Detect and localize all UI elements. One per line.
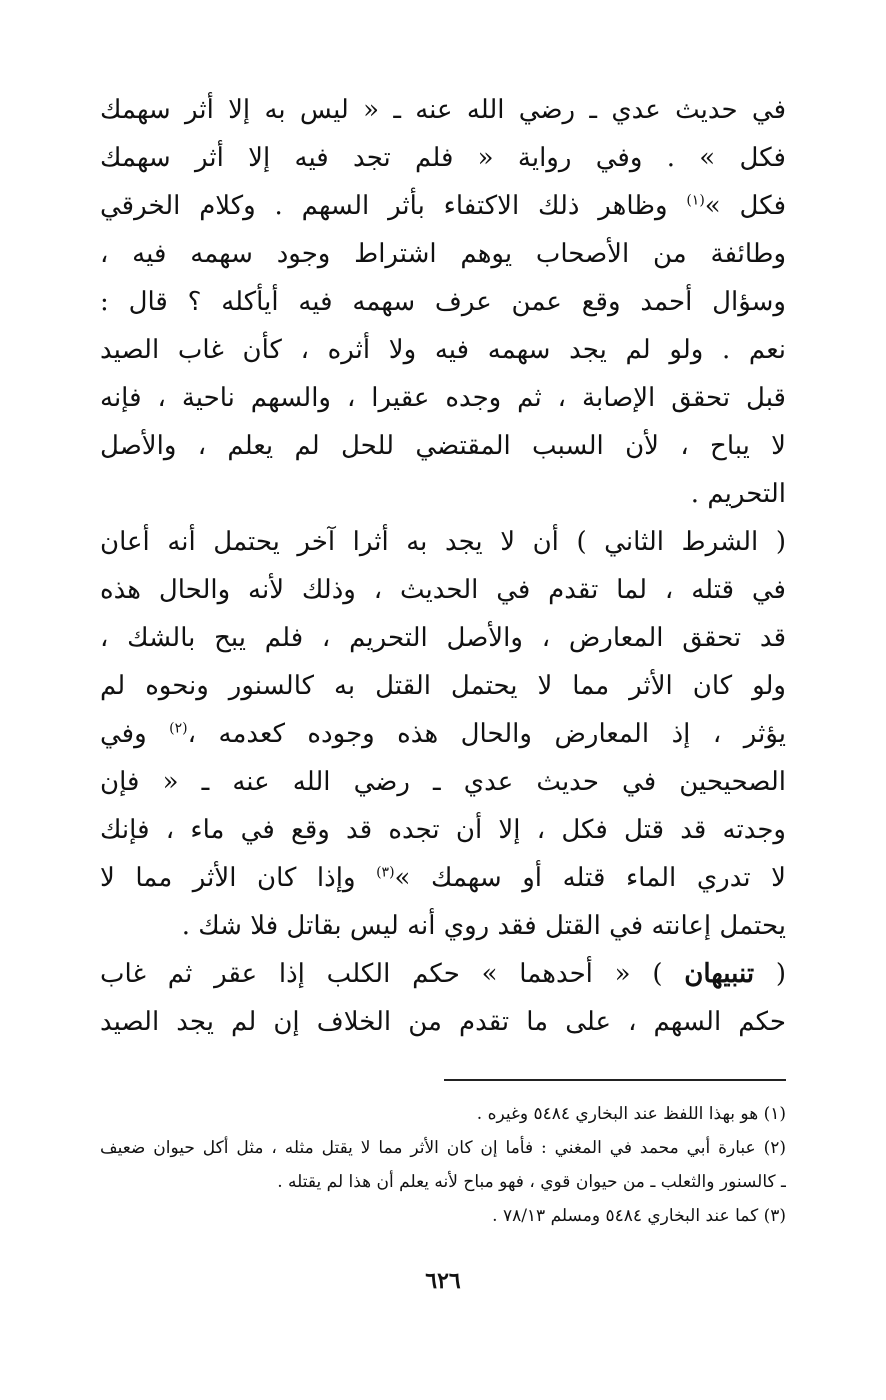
text-line: في قتله ، لما تقدم في الحديث ، وذلك لأنه والحال هذه [100,575,786,605]
text-line: يحتمل إعانته في القتل فقد روي أنه ليس بقاتل فلا شك . [181,911,786,941]
text-line: التحريم . [690,479,786,509]
text-line: فكل » . وفي رواية « فلم تجد فيه إلا أثر سهمك [100,143,786,173]
paragraph-2 [100,518,786,950]
text-line: لا يباح ، لأن السبب المقتضي للحل لم يعلم ، والأصل [100,431,786,461]
footnote-ref-3: (٣) [376,864,395,881]
text-segment: لا تدري الماء قتله أو سهمك » [394,863,786,893]
page-number: ٦٢٦ [425,1268,461,1294]
paragraph-3 [100,950,786,1046]
text-line: ولو كان الأثر مما لا يحتمل القتل به كالسنور ونحوه لم [100,671,786,701]
text-line: في حديث عدي ـ رضي الله عنه ـ « ليس به إلا أثر سهمك [100,95,786,125]
footnote-3: (٣) كما عند البخاري ٥٤٨٤ ومسلم ٧٨/١٣ . [492,1206,786,1226]
text-line: قبل تحقق الإصابة ، ثم وجده عقيرا ، والسهم ناحية ، فإنه [100,383,786,413]
text-segment: فكل » [704,191,786,221]
text-line: الصحيحين في حديث عدي ـ رضي الله عنه ـ « فإن [100,767,786,797]
text-line: ( الشرط الثاني ) أن لا يجد به أثرا آخر يحتمل أنه أعان [100,527,786,557]
text-segment: وفي [100,719,170,749]
text-line: نعم . ولو لم يجد سهمه فيه ولا أثره ، كأن غاب الصيد [100,335,786,365]
main-text [100,86,786,1046]
footnote-2-line-2: ـ كالسنور والثعلب ـ من حيوان قوي ، فهو مباح لأنه يعلم أن هذا لم يقتله . [277,1172,786,1192]
text-segment: ) « أحدهما » حكم الكلب إذا عقر ثم غاب [100,959,685,989]
footnote-ref-2: (٢) [169,720,188,737]
footnotes [100,1097,786,1233]
paragraph-1 [100,86,786,518]
text-segment: وظاهر ذلك الاكتفاء بأثر السهم . وكلام الخرقي [100,191,687,221]
text-line: قد تحقق المعارض ، والأصل التحريم ، فلم يبح بالشك ، [100,623,786,653]
text-segment: ( [754,959,786,989]
text-line: وجدته قد قتل فكل ، إلا أن تجده قد وقع في ماء ، فإنك [100,815,786,845]
footnote-divider [444,1079,786,1081]
footnote-ref-1: (١) [686,192,705,209]
text-line: وطائفة من الأصحاب يوهم اشتراط وجود سهمه فيه ، [100,239,786,269]
text-line [100,854,786,902]
text-line: حكم السهم ، على ما تقدم من الخلاف إن لم يجد الصيد [100,1007,786,1037]
text-line [100,182,786,230]
footnote-1: (١) هو بهذا اللفظ عند البخاري ٥٤٨٤ وغيره . [476,1104,786,1124]
text-segment: يؤثر ، إذ المعارض والحال هذه وجوده كعدمه ، [187,719,786,749]
text-line [100,950,786,998]
text-line [100,710,786,758]
text-segment: وإذا كان الأثر مما لا [100,863,377,893]
footnote-2-line-1: (٢) عبارة أبي محمد في المغني : فأما إن كان الأثر مما لا يقتل مثله ، مثل أكل حيوان ضعيف [100,1138,786,1158]
section-heading: تنبيهان [684,959,755,989]
text-line: وسؤال أحمد وقع عمن عرف سهمه فيه أيأكله ؟ قال : [100,287,786,317]
